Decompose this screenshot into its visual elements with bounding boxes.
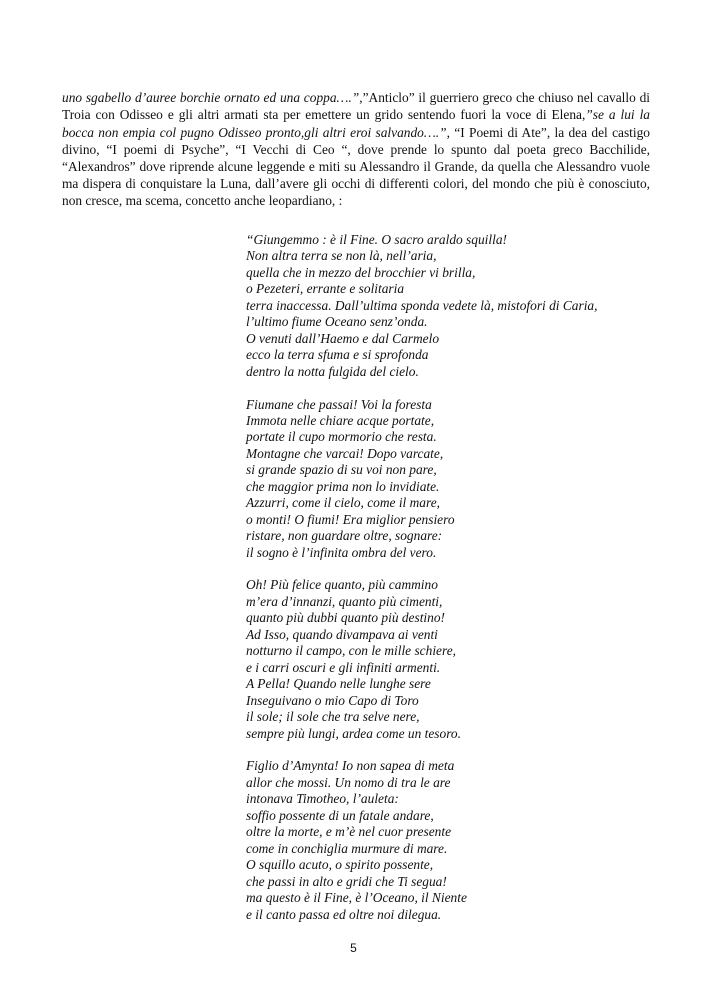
poem-line: sempre più lungi, ardea come un tesoro. [246, 725, 461, 741]
poem-line: m’era d’innanzi, quanto più cimenti, [246, 593, 443, 609]
poem-line: ecco la terra sfuma e si sprofonda [246, 347, 429, 363]
poem-line: portate il cupo mormorio che resta. [246, 429, 437, 445]
poem-line: l’ultimo fiume Oceano senz’onda. [246, 314, 428, 330]
poem-stanza-1 [246, 232, 666, 380]
poem-line: quanto più dubbi quanto più destino! [246, 610, 445, 626]
intro-segment-1: uno sgabello d’auree borchie ornato ed una coppa….” [62, 90, 360, 106]
intro-segment-2: ,”Anticlo” il guerriero greco che chiuso nel cavallo di Troia con Odisseo e gli altri armati sta per emettere un grido sentendo fuori la voce di Elena, [62, 90, 651, 123]
poem-line: o monti! O fiumi! Era miglior pensiero [246, 511, 455, 527]
poem-line: “Giungemmo : è il Fine. O sacro araldo squilla! [246, 232, 507, 247]
intro-paragraph [62, 89, 650, 209]
poem-line: Figlio d’Amynta! Io non sapea di meta [246, 758, 455, 774]
poem-line: il sogno è l’infinita ombra del vero. [246, 544, 437, 560]
intro-segment-4: , “I Poemi di Ate”, la dea del castigo divino, “I poemi di Psyche”, “I Vecchi di Ceo “, dove prende lo spunto dal poeta greco Bacchilide, “Alexandros” dove riprende alcune leggende e miti su Alessandro il Grande, da quella che Alessandro vuole ma dispera di conquistare la Luna, dall’avere gli occhi di differenti colori, del mondo che più è conosciuto, non cresce, ma scema, concetto anche leopardiano, : [62, 124, 650, 208]
poem-line: Inseguivano o mio Capo di Toro [246, 692, 419, 708]
poem-line: come in conchiglia murmure di mare. [246, 840, 448, 856]
poem-line: Ad Isso, quando divampava ai venti [246, 626, 438, 642]
poem-line: e il canto passa ed oltre noi dilegua. [246, 906, 442, 922]
poem-line: Montagne che varcai! Dopo varcate, [246, 445, 444, 461]
intro-segment-3: ”se a lui la bocca non empia col pugno Odisseo pronto,gli altri eroi salvando….” [62, 107, 650, 140]
poem [246, 232, 666, 923]
poem-line: il sole; il sole che tra selve nere, [246, 709, 420, 725]
poem-line: oltre la morte, e m’è nel cuor presente [246, 824, 452, 840]
poem-line: che maggior prima non lo invidiate. [246, 478, 440, 494]
poem-line: A Pella! Quando nelle lunghe sere [246, 676, 431, 692]
poem-line: terra inaccessa. Dall’ultima sponda vedete là, mistofori di Caria, [246, 297, 598, 313]
poem-line: ma questo è il Fine, è l’Oceano, il Niente [246, 890, 467, 906]
poem-stanza-4 [246, 758, 666, 923]
page-number: 5 [350, 941, 357, 955]
poem-line: quella che in mezzo del brocchier vi brilla, [246, 264, 476, 280]
poem-line: soffio possente di un fatale andare, [246, 807, 434, 823]
poem-line: Immota nelle chiare acque portate, [246, 412, 435, 428]
poem-line: Oh! Più felice quanto, più cammino [246, 577, 438, 593]
poem-line: allor che mossi. Un nomo di tra le are [246, 774, 451, 790]
poem-line: O squillo acuto, o spirito possente, [246, 857, 434, 873]
poem-line: che passi in alto e gridi che Ti segua! [246, 873, 447, 889]
poem-line: o Pezeteri, errante e solitaria [246, 281, 405, 297]
poem-line: notturno il campo, con le mille schiere, [246, 643, 456, 659]
poem-stanza-2 [246, 397, 666, 562]
poem-stanza-3 [246, 577, 666, 742]
poem-line: dentro la notta fulgida del cielo. [246, 363, 419, 379]
poem-line: Fiumane che passai! Voi la foresta [246, 396, 432, 412]
poem-line: O venuti dall’Haemo e dal Carmelo [246, 330, 440, 346]
poem-line: ristare, non guardare oltre, sognare: [246, 528, 443, 544]
poem-line: e i carri oscuri e gli infiniti armenti. [246, 659, 441, 675]
poem-line: intonava Timotheo, l’auleta: [246, 791, 399, 807]
poem-line: Non altra terra se non là, nell’aria, [246, 248, 437, 264]
poem-line: Azzurri, come il cielo, come il mare, [246, 495, 441, 511]
poem-line: si grande spazio di su voi non pare, [246, 462, 437, 478]
